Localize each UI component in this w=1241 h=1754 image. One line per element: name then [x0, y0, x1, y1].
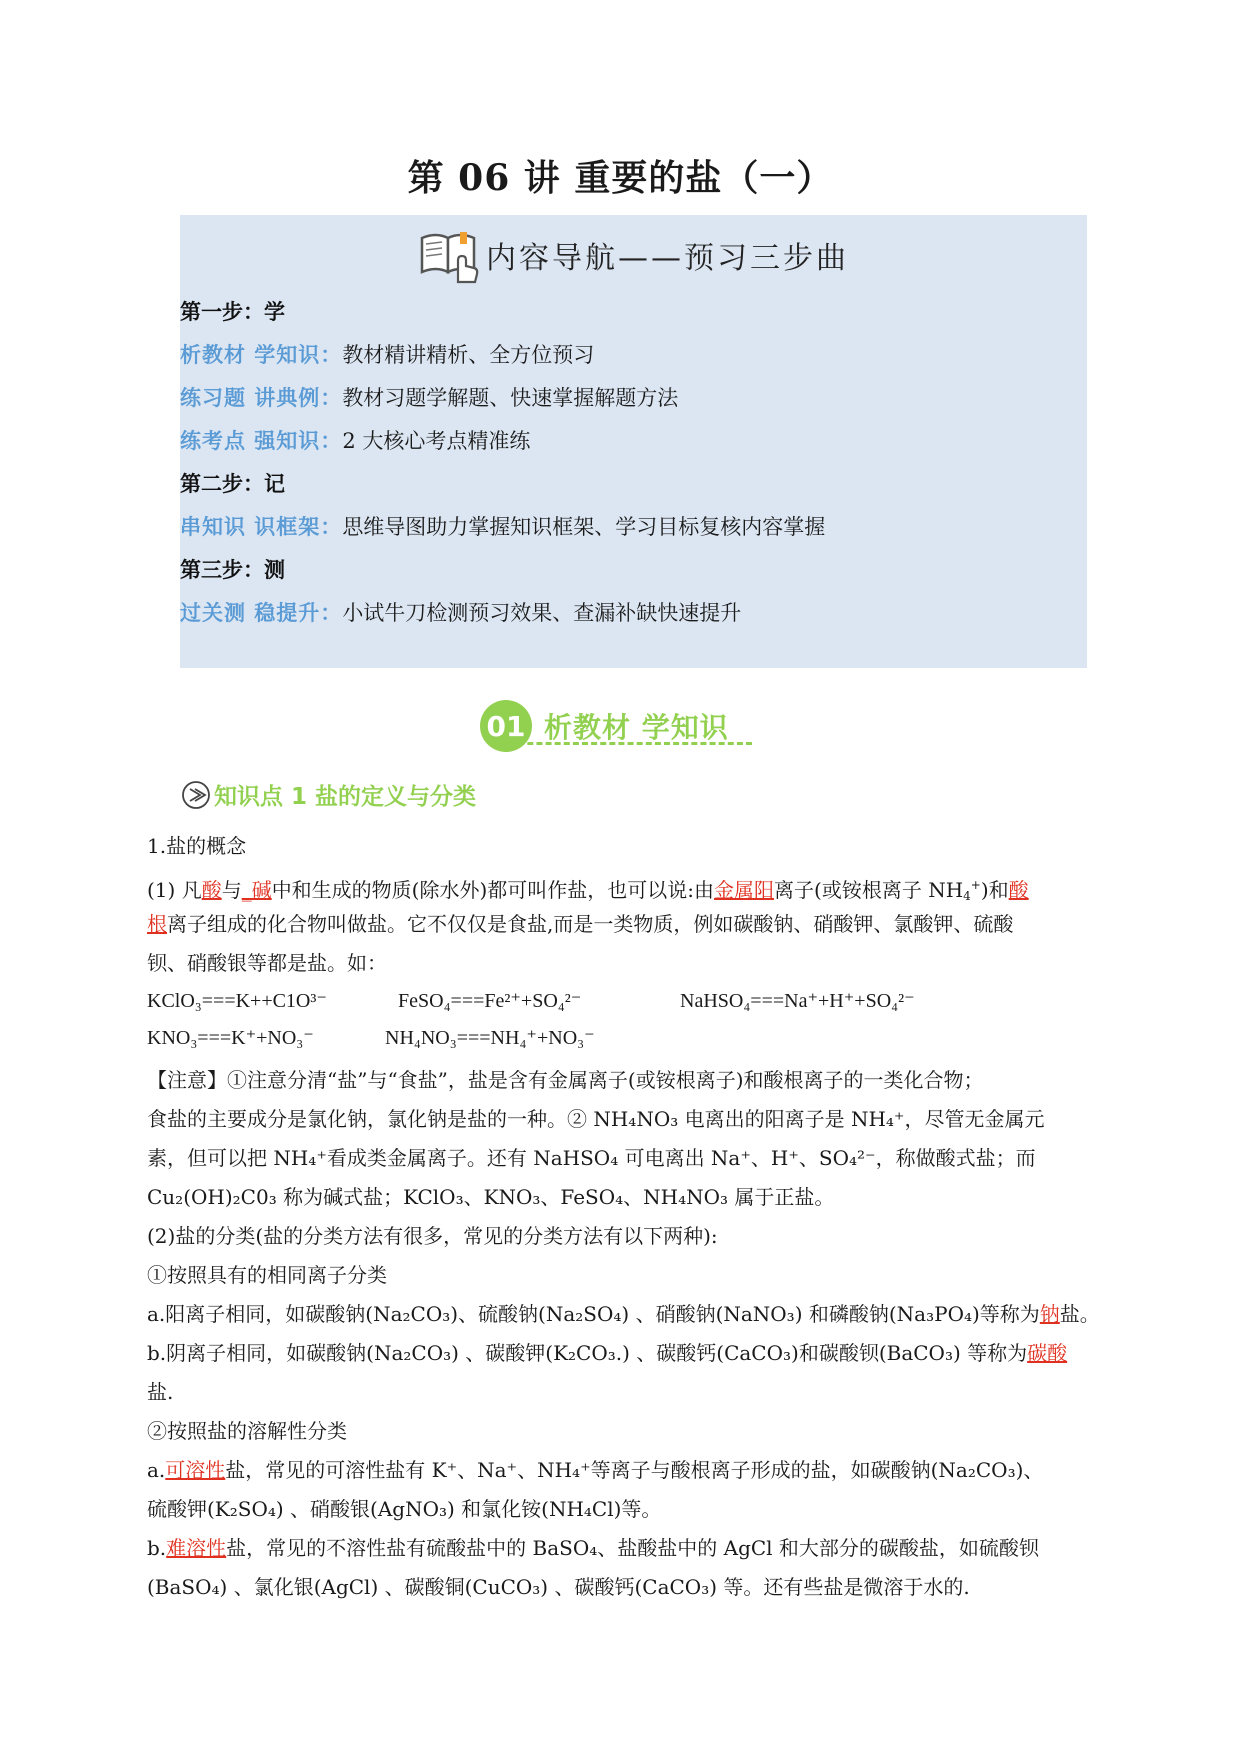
- equation-kno3: KNO₃===K⁺+NO₃⁻: [147, 1027, 314, 1049]
- note-line-1: 【注意】①注意分清“盐”与“食盐”，盐是含有金属离子(或铵根离子)和酸根离子的一类化合物；: [147, 1068, 984, 1092]
- text-fragment: a.: [147, 1458, 166, 1482]
- equation-feso4: FeSO₄===Fe²⁺+SO₄²⁻: [398, 990, 582, 1012]
- classification-b1: [147, 1334, 1092, 1373]
- text-fragment: 离子(或铵根离子 NH: [774, 878, 964, 902]
- nav-row-5: [180, 598, 741, 628]
- nav-row-3-label: 练考点 强知识：: [180, 429, 343, 453]
- equation-nahso4: NaHSO₄===Na⁺+H⁺+SO₄²⁻: [680, 990, 915, 1012]
- answer-blank: 碳酸: [1027, 1341, 1068, 1365]
- nav-row-3: [180, 426, 530, 456]
- step-1-heading: [180, 297, 285, 327]
- nav-row-2-label: 练习题 讲典例：: [180, 386, 343, 410]
- text-fragment: 与: [221, 878, 242, 902]
- answer-blank: 钠: [1039, 1302, 1060, 1326]
- nav-title: 内容导航——预习三步曲: [486, 241, 849, 276]
- nav-row-5-label: 过关测 稳提升：: [180, 601, 343, 625]
- text-fragment: b.: [147, 1536, 167, 1560]
- nav-row-4-label: 串知识 识框架：: [180, 515, 343, 539]
- paragraph-1-line-3: 钡、硝酸银等都是盐。如：: [147, 951, 387, 975]
- answer-blank: _碱: [241, 878, 272, 902]
- step-2-label: 第二步：记: [180, 472, 285, 496]
- text-fragment: b.阴离子相同，如碳酸钠(Na₂CO₃) 、碳酸钾(K₂CO₃.) 、碳酸钙(CaCO₃)和碳酸钡(BaCO₃) 等称为: [147, 1341, 1028, 1365]
- step-1-label: 第一步：学: [180, 300, 285, 324]
- book-pointer-icon: [418, 226, 482, 284]
- page-title: 第 06 讲 重要的盐（一）: [407, 157, 834, 199]
- step-2-heading: [180, 469, 285, 499]
- text-fragment: (1) 凡: [147, 878, 202, 902]
- text-fragment: 盐。: [1059, 1302, 1100, 1326]
- text-fragment: a.阳离子相同，如碳酸钠(Na₂CO₃)、硫酸钠(Na₂SO₄) 、硝酸钠(NaNO₃) 和磷酸钠(Na₃PO₄)等称为: [147, 1302, 1040, 1326]
- classification-method-2: ②按照盐的溶解性分类: [147, 1419, 347, 1443]
- note-line-3: 素，但可以把 NH₄⁺看成类金属离子。还有 NaHSO₄ 可电离出 Na⁺、H⁺、SO₄²⁻，称做酸式盐；而: [147, 1146, 1036, 1170]
- answer-blank: 可溶性: [165, 1458, 226, 1482]
- answer-blank: 金属阳: [714, 878, 775, 902]
- nav-row-1-label: 析教材 学知识：: [180, 343, 343, 367]
- paragraph-1-line-1: (1) 凡酸与_碱中和生成的物质(除水外)都可叫作盐，也可以说:由金属阳离子(或铵根离子 $NH_4^+$)和酸: [147, 878, 1029, 903]
- classification-b2-line-2: (BaSO₄) 、氯化银(AgCl) 、碳酸铜(CuCO₃) 、碳酸钙(CaCO₃) 等。还有些盐是微溶于水的.: [147, 1575, 970, 1599]
- knowledge-point-title: 知识点 1 盐的定义与分类: [214, 784, 477, 810]
- note-line-4: Cu₂(OH)₂C0₃ 称为碱式盐；KClO₃、KNO₃、FeSO₄、NH₄NO₃ 属于正盐。: [147, 1185, 835, 1209]
- concept-heading: 1.盐的概念: [147, 834, 247, 858]
- nav-row-5-desc: 小试牛刀检测预习效果、查漏补缺快速提升: [342, 601, 742, 625]
- classification-b1-end: 盐.: [147, 1380, 174, 1404]
- nav-row-3-desc: 2 大核心考点精准练: [342, 429, 531, 453]
- classification-heading: (2)盐的分类(盐的分类方法有很多，常见的分类方法有以下两种):: [147, 1224, 718, 1248]
- nav-row-4-desc: 思维导图助力掌握知识框架、学习目标复核内容掌握: [342, 515, 826, 539]
- step-3-label: 第三步：测: [180, 558, 285, 582]
- section-number-badge: 01: [480, 700, 532, 752]
- text-fragment: 盐，常见的可溶性盐有 K⁺、Na⁺、NH₄⁺等离子与酸根离子形成的盐，如碳酸钠(Na₂CO₃)、: [225, 1458, 1044, 1482]
- answer-blank: 酸: [1008, 878, 1029, 902]
- answer-blank: 难溶性: [166, 1536, 227, 1560]
- arrow-circle-icon: [180, 779, 212, 811]
- answer-blank: 根: [147, 912, 167, 936]
- text-fragment: 离子组成的化合物叫做盐。它不仅仅是食盐,而是一类物质，例如碳酸钠、硝酸钾、氯酸钾、硫酸: [167, 912, 1014, 936]
- section-header: [480, 696, 729, 756]
- nav-row-4: [180, 512, 825, 542]
- classification-b2: [147, 1529, 1092, 1568]
- equation-kclo3: KClO₃===K++C1O³⁻: [147, 990, 327, 1012]
- nav-header: [180, 225, 1087, 285]
- paragraph-1-line-2: [147, 905, 1092, 944]
- text-fragment: 中和生成的物质(除水外)都可叫作盐，也可以说:由: [271, 878, 715, 902]
- nav-row-1-desc: 教材精讲精析、全方位预习: [342, 343, 595, 367]
- note-line-2: 食盐的主要成分是氯化钠，氯化钠是盐的一种。② NH₄NO₃ 电离出的阳离子是 NH₄⁺，尽管无金属元: [147, 1107, 1045, 1131]
- text-fragment: 盐，常见的不溶性盐有硫酸盐中的 BaSO₄、盐酸盐中的 AgCl 和大部分的碳酸盐，如硫酸钡: [226, 1536, 1039, 1560]
- step-3-heading: [180, 555, 285, 585]
- classification-a2-line-2: 硫酸钾(K₂SO₄) 、硝酸银(AgNO₃) 和氯化铵(NH₄Cl)等。: [147, 1497, 662, 1521]
- equation-nh4no3: NH₄NO₃===NH₄⁺+NO₃⁻: [385, 1027, 595, 1049]
- nav-row-2-desc: 教材习题学解题、快速掌握解题方法: [342, 386, 679, 410]
- classification-a1: [147, 1295, 1100, 1334]
- classification-a2: [147, 1451, 1092, 1490]
- section-dashed-underline: [500, 742, 752, 745]
- answer-blank: 酸: [201, 878, 222, 902]
- section-title: 析教材 学知识: [544, 711, 729, 744]
- knowledge-point-heading: [180, 778, 476, 811]
- nav-row-1: [180, 340, 594, 370]
- text-fragment: )和: [980, 878, 1009, 902]
- content-navigation-panel: [180, 215, 1087, 668]
- classification-method-1: ①按照具有的相同离子分类: [147, 1263, 387, 1287]
- nav-row-2: [180, 383, 678, 413]
